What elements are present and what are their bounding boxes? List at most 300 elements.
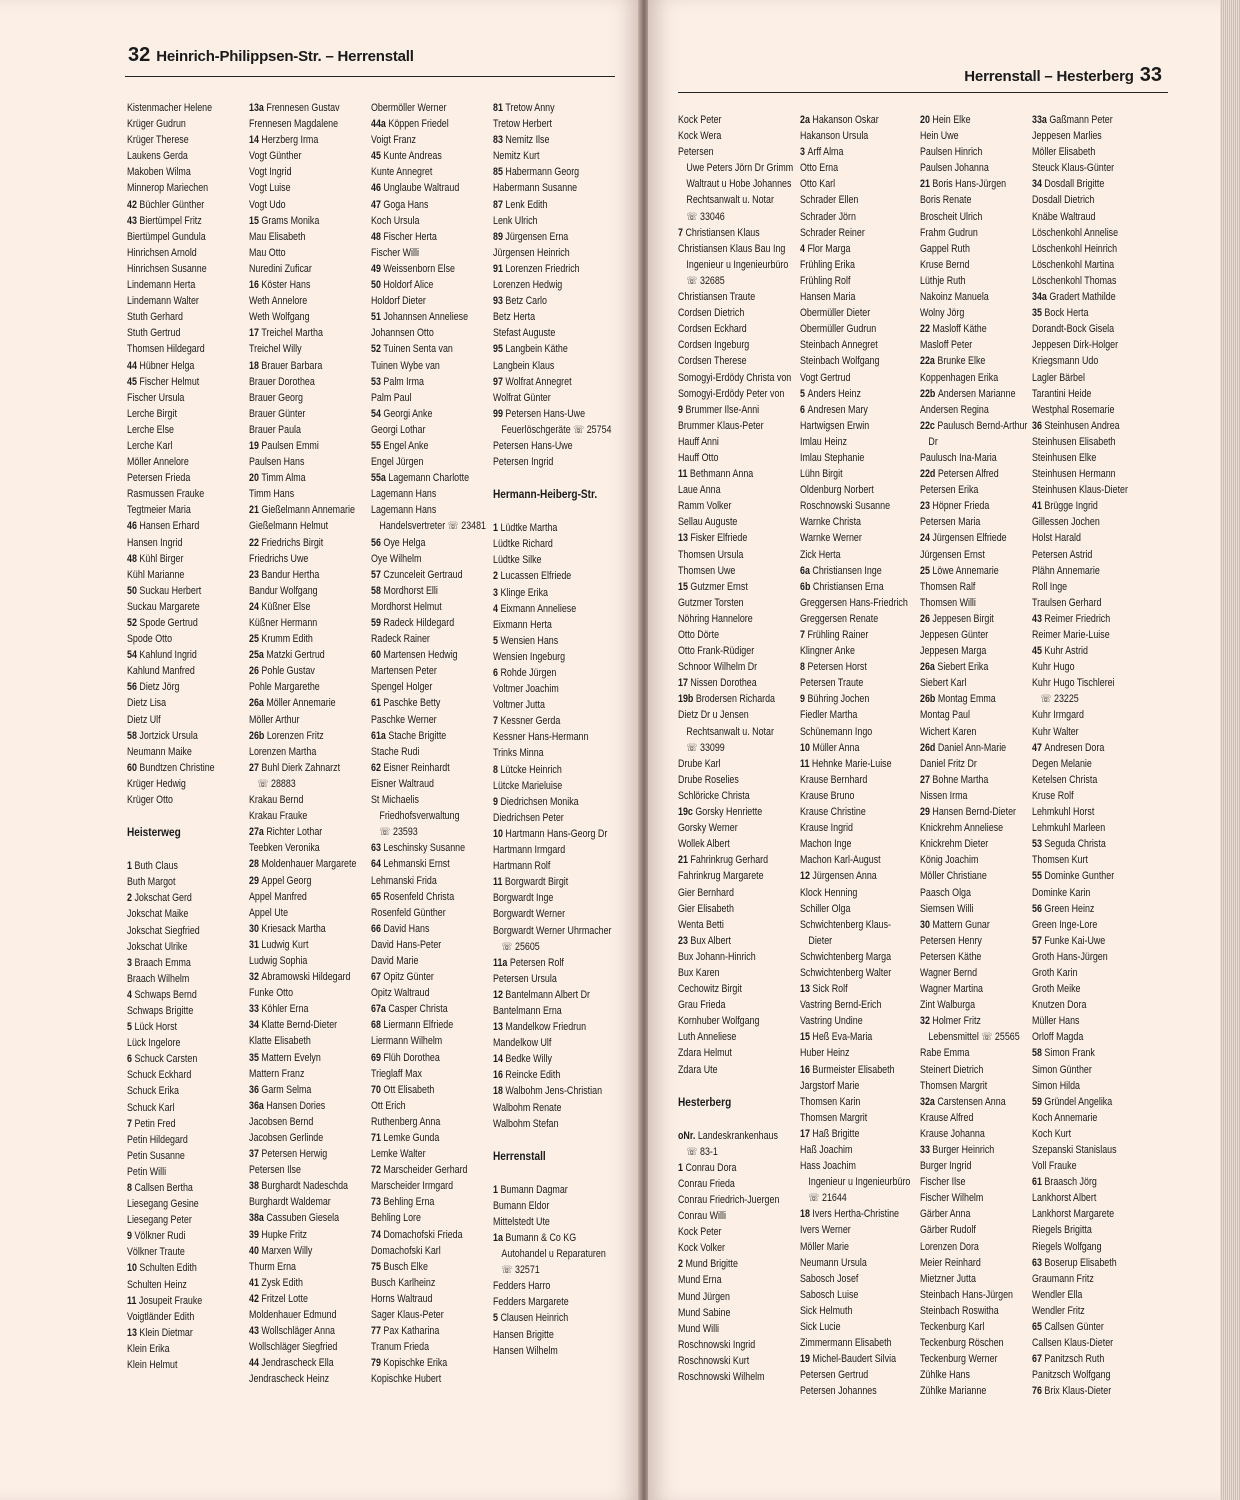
directory-entry [493,293,612,309]
directory-entry: Brauer Dorothea [249,375,315,388]
directory-entry: Gutzmer Torsten [678,596,744,609]
directory-entry [371,535,486,551]
house-number: 24 [249,600,259,613]
resident-name: Möller Annemarie [266,697,336,710]
house-number: 69 [371,1051,381,1064]
directory-entry: Kühl Marianne [127,568,185,581]
resident-name: Lorenzen Friedrich [505,262,580,275]
directory-entry: Habermann Susanne [493,182,578,195]
directory-entry: Stuth Gerhard [127,311,183,324]
house-number: 63 [1032,1256,1042,1269]
directory-entry [249,1210,356,1226]
house-number: 9 [678,403,683,416]
directory-entry: Walbohm Stefan [493,1117,559,1130]
resident-name: Pax Katharina [383,1325,440,1338]
directory-entry: Vogt Günther [249,150,302,163]
resident-name: Hein Elke [932,114,971,126]
resident-name: Moldenhauer Margarete [261,858,357,871]
resident-name: Unglaube Waltraud [383,182,460,195]
house-number: 20 [920,114,930,126]
directory-entry: Riegels Wolfgang [1032,1240,1102,1253]
directory-entry [249,856,356,872]
house-number: 24 [920,532,930,545]
directory-entry: Jacobsen Gerlinde [249,1132,324,1144]
directory-entry: Machon Karl-August [800,854,881,867]
directory-entry: Wolny Jörg [920,307,965,320]
directory-entry: Wichert Karen [920,725,977,738]
directory-entry: Steinbach Annegret [800,339,878,352]
directory-entry [371,567,486,583]
resident-name: Rohde Jürgen [500,667,557,679]
directory-entry: Hansen Ingrid [127,536,183,549]
directory-entry: Möller Christiane [920,870,987,883]
directory-entry: Kock Peter [678,1226,722,1239]
directory-entry: Drube Roselies [678,773,739,786]
house-number: 21 [920,178,930,191]
resident-name: Daniel Ann-Marie [937,741,1007,754]
house-number: 61a [371,729,386,742]
directory-entry: Krause Christine [800,806,866,819]
directory-entry [371,116,486,132]
resident-name: Cassuben Giesela [266,1212,340,1225]
directory-entry: Klatte Elisabeth [249,1035,311,1048]
house-number: 99 [493,407,503,420]
house-number: 11a [493,956,508,969]
directory-entry: Steinert Dietrich [920,1063,984,1076]
directory-entry: Löschenkohl Martina [1032,258,1115,271]
house-number: 10 [127,1262,137,1275]
resident-name: Rosenfeld Christa [383,890,455,903]
directory-entry [1032,1351,1128,1367]
directory-entry: Cordsen Therese [678,355,747,368]
directory-entry: Haß Joachim [800,1144,853,1156]
house-number: 23 [678,934,688,947]
house-number: 54 [127,649,137,662]
house-number: 29 [920,806,930,819]
house-number: 23 [249,568,259,581]
house-number: 16 [249,279,259,292]
house-number: 49 [371,262,381,275]
house-number: 1a [493,1232,503,1244]
house-number: 45 [371,150,381,163]
directory-entry: Wensien Ingeburg [493,650,566,663]
house-number: 5 [127,1021,132,1034]
house-number: 48 [371,230,381,243]
directory-entry: Lütcke Marieluise [493,779,563,792]
directory-entry: Engel Jürgen [371,456,424,469]
directory-entry [249,502,356,518]
resident-name: Küßner Else [261,600,311,613]
directory-entry: Paschke Werner [371,713,437,726]
entry-detail: Dieter [808,934,833,947]
house-number: 44 [249,1357,259,1370]
directory-column [1032,112,1128,1400]
directory-entry [800,981,910,997]
directory-entry: Paulsen Hinrich [920,146,983,159]
directory-entry: Thomsen Kurt [1032,854,1088,867]
resident-name: Klein Dietmar [139,1326,193,1339]
house-number: 15 [678,580,688,593]
directory-entry: Sellau Auguste [678,516,738,529]
resident-name: Suckau Herbert [139,584,202,597]
directory-entry: Rasmussen Frauke [127,488,205,501]
directory-entry [920,804,1027,820]
directory-entry: Ketelsen Christa [1032,773,1098,786]
directory-entry [800,1062,910,1078]
directory-entry: Green Inge-Lore [1032,918,1098,931]
resident-name: Clausen Heinrich [500,1312,569,1325]
resident-name: Biertümpel Fritz [139,214,202,227]
resident-name: Carstensen Anna [937,1095,1006,1108]
resident-name: Bohne Martha [932,773,989,786]
resident-name: Nemitz Ilse [505,134,550,147]
directory-entry: Frühling Rolf [800,274,851,287]
directory-entry: Voltmer Jutta [493,699,545,712]
directory-entry: Timm Hans [249,488,295,501]
directory-entry [371,856,486,872]
resident-name: Tuinen Senta van [383,343,453,356]
directory-entry: Hakanson Ursula [800,130,869,143]
house-number: 44 [127,359,137,372]
resident-name: Paulsen Emmi [261,439,319,452]
resident-name: Burghardt Nadeschda [261,1180,349,1193]
resident-name: Stache Brigitte [388,729,447,742]
resident-name: Radeck Hildegard [383,617,455,629]
resident-name: Fahrinkrug Gerhard [690,854,769,867]
resident-name: Ludwig Kurt [261,938,309,951]
directory-entry: Borgwardt Inge [493,892,554,905]
resident-name: Conrau Dora [685,1161,737,1174]
directory-entry: Knickrehm Anneliese [920,822,1004,835]
directory-entry [920,530,1027,546]
directory-entry: Mund Willi [678,1322,720,1335]
house-number: 53 [371,375,381,388]
house-number: 54 [371,407,381,420]
directory-entry: Steinbach Wolfgang [800,355,880,368]
house-number: 4 [127,988,132,1001]
resident-name: Lehmanski Ernst [383,858,450,871]
directory-entry: Kuhr Irmgard [1032,709,1084,722]
directory-entry [127,1019,215,1035]
directory-entry: Sabosch Josef [800,1272,859,1285]
directory-entry: Obermöller Werner [371,102,447,114]
directory-entry: Groth Hans-Jürgen [1032,950,1108,963]
directory-entry: Petin Hildegard [127,1133,188,1146]
directory-entry [920,353,1027,369]
directory-entry [800,1029,910,1045]
directory-entry: Georgi Lothar [371,423,426,436]
house-number: 76 [1032,1385,1042,1398]
directory-entry [678,579,793,595]
resident-name: Brunke Elke [937,355,986,368]
directory-entry: Petersen Johannes [800,1385,877,1398]
directory-entry: Zühlke Marianne [920,1385,987,1398]
directory-entry: Mau Otto [249,246,286,259]
house-number: 32 [920,1015,930,1028]
house-number: 13 [127,1326,137,1339]
resident-name: Montag Emma [937,693,996,706]
resident-name: Andresen Dora [1044,741,1105,754]
directory-entry: Petersen Hans-Uwe [493,439,573,452]
directory-entry: Wollek Albert [678,838,730,851]
house-number: 36 [1032,419,1042,432]
house-number: 14 [493,1053,503,1066]
directory-entry: Siebert Karl [920,677,967,690]
directory-entry [371,1355,486,1371]
directory-entry: Möller Arthur [249,713,300,726]
directory-entry [249,1017,356,1033]
directory-entry [371,470,486,486]
directory-entry: Stache Rudi [371,745,420,758]
house-number: 43 [249,1325,259,1338]
directory-entry: Jargstorf Marie [800,1079,860,1092]
directory-entry: Koppenhagen Erika [920,371,999,384]
directory-entry [800,241,910,257]
entry-detail: Waltraut u Hobe Johannes [686,178,792,191]
directory-entry [493,1083,612,1099]
directory-entry: Holdorf Dieter [371,295,426,308]
house-number: 31 [249,938,259,951]
house-number: 22 [920,323,930,336]
directory-entry: David Marie [371,954,419,967]
directory-entry: Krakau Bernd [249,794,304,807]
directory-entry [371,406,486,422]
directory-entry: Eixmann Herta [493,618,552,631]
directory-entry: Paulusch Ina-Maria [920,451,997,464]
resident-name: Boserup Elisabeth [1044,1256,1117,1269]
directory-entry: Domachofski Karl [371,1244,441,1257]
resident-name: Mattern Gunar [932,918,990,931]
directory-entry: Löschenkohl Annelise [1032,226,1119,239]
house-number: 8 [493,763,498,776]
directory-entry: Mund Jürgen [678,1290,730,1303]
entry-detail: Friedhofsverwaltung [379,810,460,823]
directory-entry: Völkner Traute [127,1246,185,1259]
directory-entry: Jürgensen Heinrich [493,246,570,259]
directory-entry: Brauer Paula [249,423,301,436]
house-number: 6 [800,403,805,416]
house-number: 16 [800,1063,810,1076]
directory-entry [800,740,910,756]
resident-name: Appel Georg [261,874,312,887]
resident-name: Walbohm Jens-Christian [505,1085,603,1098]
house-number: 59 [1032,1095,1042,1108]
entry-detail: Uwe Peters Jörn Dr Grimm [686,162,794,175]
directory-entry: Krause Bruno [800,789,855,802]
directory-entry [371,760,486,776]
house-number: 12 [800,870,810,883]
directory-entry: Vogt Ingrid [249,166,292,179]
directory-entry: Nemitz Kurt [493,150,540,163]
directory-entry [371,728,486,744]
directory-entry [920,498,1027,514]
directory-entry [493,229,612,245]
directory-entry: Jokschat Ulrike [127,940,188,953]
resident-name: Gründel Angelika [1044,1095,1113,1108]
house-number: 25 [249,633,259,646]
page-edges [1220,0,1240,1500]
resident-name: Bühring Jochen [807,693,870,706]
directory-entry [127,728,215,744]
directory-entry [800,691,910,707]
directory-entry: Neumann Ursula [800,1256,867,1269]
directory-entry: Lehmkuhl Marleen [1032,822,1106,835]
resident-name: Ott Elisabeth [383,1083,435,1096]
house-number: 4 [800,242,805,255]
directory-entry: Dietz Lisa [127,697,167,710]
directory-entry [127,760,215,776]
resident-name: Hakanson Oskar [812,114,879,126]
resident-name: Bumann & Co KG [505,1232,577,1244]
house-number: 2a [800,114,810,126]
directory-entry: Jokschat Maike [127,908,189,921]
resident-name: Leschinsky Susanne [383,842,466,855]
directory-entry: Nuredini Zuficar [249,262,312,275]
directory-entry: Obermüller Dieter [800,307,871,320]
resident-name: Reimer Friedrich [1044,612,1111,625]
directory-entry: Petersen Ilse [249,1164,301,1177]
resident-name: Dosdall Brigitte [1044,178,1105,191]
directory-entry: Klock Henning [800,886,858,899]
street-heading: Herrenstall [493,1148,546,1163]
directory-entry: Koch Annemarie [1032,1111,1098,1124]
resident-name: Kriesack Martha [261,922,326,935]
resident-name: Simon Frank [1044,1047,1095,1060]
directory-entry [249,358,356,374]
directory-entry [800,1126,910,1142]
directory-entry [1032,1094,1128,1110]
house-number: 13 [678,532,688,545]
resident-name: Siebert Erika [937,661,989,674]
directory-entry: Wenta Betti [678,918,724,931]
directory-entry [249,760,356,776]
directory-entry [1032,836,1128,852]
directory-entry: Zick Herta [800,548,841,561]
directory-entry: Behling Lore [371,1212,421,1225]
directory-entry: Fischer Ilse [920,1176,966,1189]
resident-name: Jürgensen Anna [812,870,877,883]
directory-entry [1032,643,1128,659]
directory-entry: Schrader Ellen [800,194,859,207]
directory-entry [371,1323,486,1339]
directory-entry [249,567,356,583]
directory-entry [493,633,612,649]
entry-detail: Autohandel u Reparaturen [501,1248,606,1261]
directory-entry: Fedders Margarete [493,1296,569,1309]
header-rule [678,92,1168,93]
entry-detail: Rechtsanwalt u. Notar [686,725,774,738]
house-number: 58 [371,584,381,597]
directory-entry: Steinhusen Elke [1032,451,1097,464]
directory-entry: Thurm Erna [249,1260,296,1273]
directory-entry: Traulsen Gerhard [1032,596,1102,609]
resident-name: Sick Rolf [812,983,848,996]
directory-entry: Minnerop Mariechen [127,182,209,195]
directory-entry: Conrau Willi [678,1210,726,1223]
resident-name: Seguda Christa [1044,838,1106,851]
directory-entry [249,1275,356,1291]
resident-name: Klinge Erika [500,586,548,599]
street-heading: Hesterberg [678,1094,732,1109]
directory-entry [127,858,215,874]
directory-column [678,112,793,1385]
resident-name: Panitzsch Ruth [1044,1353,1105,1366]
directory-entry: Cechowitz Birgit [678,983,742,996]
directory-entry: Wagner Bernd [920,966,978,979]
directory-entry: Luth Anneliese [678,1031,737,1044]
directory-entry: Sick Lucie [800,1321,841,1334]
resident-name: Anders Heinz [807,387,861,400]
directory-entry [493,987,612,1003]
house-number: 4 [493,602,498,615]
directory-entry [249,1243,356,1259]
directory-entry: Hinrichsen Susanne [127,262,207,275]
directory-entry [127,518,215,534]
house-number: oNr. [678,1129,696,1142]
directory-entry [493,874,612,890]
house-number: 45 [1032,645,1042,658]
directory-entry [493,1019,612,1035]
directory-entry: Neumann Maike [127,745,192,758]
house-number: 52 [127,617,137,629]
directory-entry: Lehmkuhl Horst [1032,806,1095,819]
resident-name: Dietz Jörg [139,681,180,694]
house-number: 18 [800,1208,810,1221]
resident-name: Petersen Hans-Uwe [505,407,586,420]
house-number: 1 [678,1161,683,1174]
resident-name: Marxen Willy [261,1244,313,1257]
resident-name: Lucassen Elfriede [500,570,572,583]
directory-entry: Trieglaff Max [371,1067,422,1080]
directory-entry [371,1194,486,1210]
directory-entry: Bandur Wolfgang [249,584,318,597]
directory-entry: Schünemann Ingo [800,725,873,738]
directory-entry [920,917,1027,933]
directory-entry [493,1230,612,1246]
directory-entry: Steinbach Roswitha [920,1304,999,1317]
directory-entry: Lenk Ulrich [493,214,538,227]
house-number: 39 [249,1228,259,1241]
directory-entry: Radeck Rainer [371,633,430,646]
left-running-head [128,44,414,67]
directory-column [249,100,356,1388]
directory-entry [678,530,793,546]
resident-name: Hansen Bernd-Dieter [932,806,1017,819]
directory-entry: Kriegsmann Udo [1032,355,1099,368]
directory-entry: Liesegang Gesine [127,1198,199,1211]
resident-name: Jeppesen Birgit [932,612,994,625]
resident-name: Petin Fred [134,1117,176,1130]
directory-entry: Tretow Herbert [493,118,553,131]
house-number: 63 [371,842,381,855]
directory-entry: Thomsen Ralf [920,580,976,593]
house-number: 30 [249,922,259,935]
house-number: 1 [127,860,132,873]
right-running-head [964,64,1162,87]
house-number: 6 [127,1053,132,1066]
directory-entry [371,615,486,631]
directory-entry [371,1162,486,1178]
directory-entry [1032,901,1128,917]
directory-entry: Klein Erika [127,1342,170,1355]
house-number: 93 [493,295,503,308]
resident-name: Hupke Fritz [261,1228,307,1241]
house-number: 9 [127,1230,132,1243]
house-number: 19 [800,1353,810,1366]
directory-entry: Dosdall Dietrich [1032,194,1095,207]
resident-name: Lorenzen Fritz [266,729,324,742]
house-number: 38a [249,1212,264,1225]
